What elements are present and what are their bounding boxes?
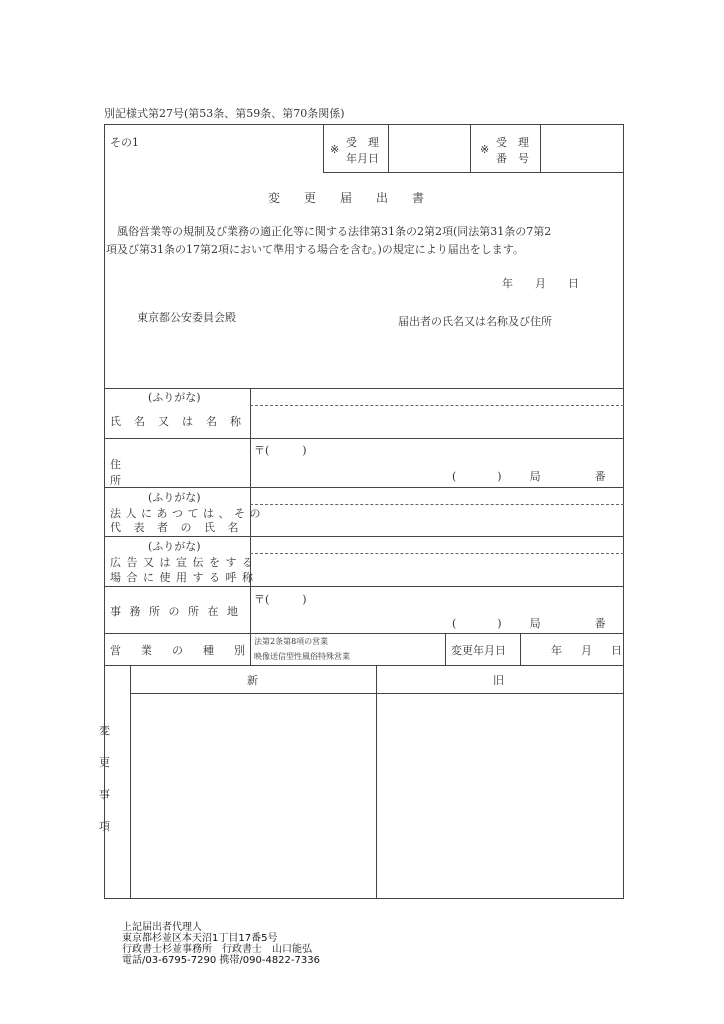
note-mark: ※: [330, 143, 340, 156]
postal-code: 〒( ): [254, 593, 307, 606]
office-location-label: 事務所の所在地: [110, 605, 247, 618]
furigana-label: (ふりがな): [148, 491, 201, 504]
note-mark: ※: [480, 143, 490, 156]
body-text: 項及び第31条の17第2項において準用する場合を含む。)の規定により届出をします。: [106, 243, 524, 256]
business-type-value: 法第2条第8項の営業: [254, 637, 329, 646]
address-label: 住所: [110, 458, 226, 487]
addressee: 東京都公安委員会殿: [137, 311, 236, 324]
changes-label: 変更事項: [99, 724, 110, 833]
old-column-header: 旧: [493, 674, 504, 687]
phone-field: ( ) 局 番: [452, 470, 608, 483]
representative-label: 代表者の氏名: [110, 521, 251, 534]
new-column-header: 新: [247, 674, 258, 687]
footer-phone: 電話/03-6795-7290 携帯/090-4822-7336: [122, 955, 320, 966]
part-label: その1: [110, 136, 139, 149]
phone-field: ( ) 局 番: [452, 617, 608, 630]
date-line: 年 月 日: [502, 277, 579, 290]
receipt-date-label: 受 理: [346, 136, 379, 149]
footer-agent: 上記届出者代理人: [122, 922, 202, 933]
receipt-number-label: 番 号: [496, 152, 529, 165]
footer-address: 東京都杉並区本天沼1丁目17番5号: [122, 933, 278, 944]
body-text: 風俗営業等の規制及び業務の適正化等に関する法律第31条の2第2項(同法第31条の7第2: [106, 225, 552, 238]
business-type-label: 営業の種別: [110, 644, 265, 657]
business-type-value: 映像送信型性風俗特殊営業: [254, 652, 350, 661]
furigana-label: (ふりがな): [148, 540, 201, 553]
advertising-name-label: 広告又は宣伝をする: [110, 556, 259, 569]
furigana-label: (ふりがな): [148, 391, 201, 404]
page-title: 変 更 届 出 書: [268, 191, 425, 205]
receipt-number-label: 受 理: [496, 136, 529, 149]
applicant-label: 届出者の氏名又は名称及び住所: [398, 315, 552, 328]
change-date-value: 年 月 日: [551, 644, 626, 657]
change-date-label: 変更年月日: [451, 644, 506, 657]
postal-code: 〒( ): [254, 444, 307, 457]
representative-label: 法人にあつては、その: [110, 507, 265, 520]
footer-office: 行政書士杉並事務所 行政書士 山口能弘: [122, 944, 312, 955]
form-number: 別記様式第27号(第53条、第59条、第70条関係): [104, 107, 345, 120]
receipt-date-label: 年月日: [346, 152, 379, 165]
name-label: 氏名又は名称: [110, 415, 254, 428]
advertising-name-label: 場合に使用する呼称: [110, 571, 259, 584]
